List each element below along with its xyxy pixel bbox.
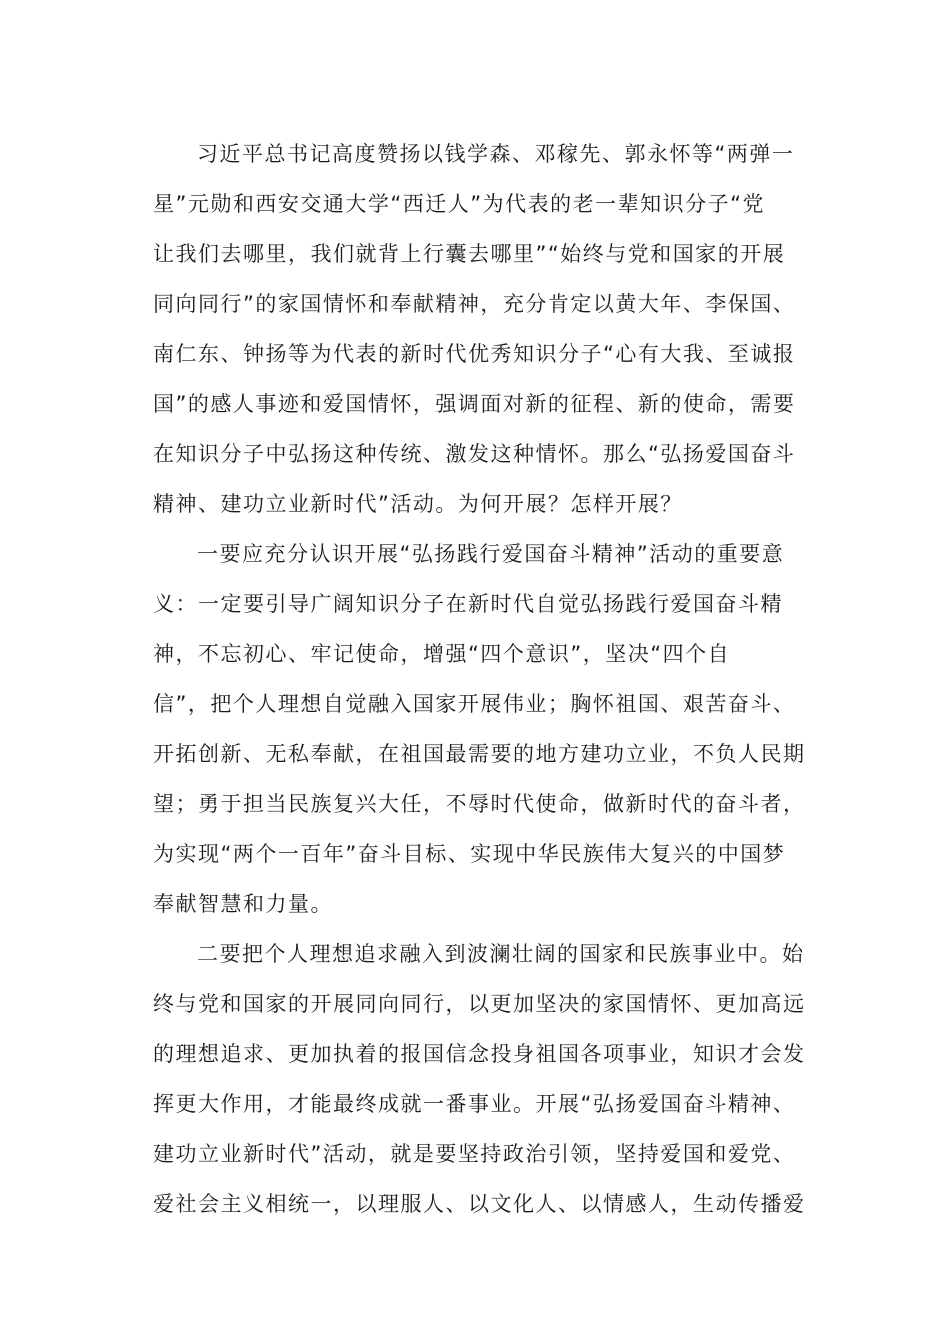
paragraph-2-line-6: 望；勇于担当民族复兴大任，不辱时代使命，做新时代的奋斗者，: [153, 792, 806, 816]
paragraph-3-line-4: 挥更大作用，才能最终成就一番事业。开展“弘扬爱国奋斗精神、: [153, 1092, 796, 1116]
paragraph-3-line-6: 爱社会主义相统一，以理服人、以文化人、以情感人，生动传播爱: [153, 1192, 806, 1216]
paragraph-1-line-1: 习近平总书记高度赞扬以钱学森、邓稼先、郭永怀等“两弹一: [197, 142, 795, 166]
paragraph-2-line-7: 为实现“两个一百年”奋斗目标、实现中华民族伟大复兴的中国梦: [153, 842, 786, 866]
paragraph-2-line-2: 义：一定要引导广阔知识分子在新时代自觉弘扬践行爱国奋斗精: [153, 592, 783, 616]
paragraph-1-line-4: 同向同行”的家国情怀和奉献精神，充分肯定以黄大年、李保国、: [153, 292, 796, 316]
paragraph-1-line-3: 让我们去哪里，我们就背上行囊去哪里”“始终与党和国家的开展: [153, 242, 786, 266]
paragraph-2-line-3: 神，不忘初心、牢记使命，增强“四个意识”，坚决“四个自: [153, 642, 731, 666]
paragraph-3-line-3: 的理想追求、更加执着的报国信念投身祖国各项事业，知识才会发: [153, 1042, 806, 1066]
paragraph-2-line-4: 信”，把个人理想自觉融入国家开展伟业；胸怀祖国、艰苦奋斗、: [153, 692, 796, 716]
paragraph-1-line-8: 精神、建功立业新时代”活动。为何开展？怎样开展？: [153, 492, 683, 516]
paragraph-2-line-8: 奉献智慧和力量。: [153, 892, 333, 916]
paragraph-2-line-1: 一要应充分认识开展“弘扬践行爱国奋斗精神”活动的重要意: [197, 542, 785, 566]
paragraph-2-line-5: 开拓创新、无私奉献，在祖国最需要的地方建功立业，不负人民期: [153, 742, 806, 766]
paragraph-1-line-2: 星”元勋和西安交通大学“西迁人”为代表的老一辈知识分子“党: [153, 192, 766, 216]
paragraph-3-line-5: 建功立业新时代”活动，就是要坚持政治引领，坚持爱国和爱党、: [153, 1142, 796, 1166]
paragraph-1-line-5: 南仁东、钟扬等为代表的新时代优秀知识分子“心有大我、至诚报: [153, 342, 796, 366]
paragraph-3-line-1: 二要把个人理想追求融入到波澜壮阔的国家和民族事业中。始: [197, 942, 805, 966]
paragraph-1-line-7: 在知识分子中弘扬这种传统、激发这种情怀。那么“弘扬爱国奋斗: [153, 442, 796, 466]
paragraph-3-line-2: 终与党和国家的开展同向同行，以更加坚决的家国情怀、更加高远: [153, 992, 806, 1016]
paragraph-1-line-6: 国”的感人事迹和爱国情怀，强调面对新的征程、新的使命，需要: [153, 392, 796, 416]
